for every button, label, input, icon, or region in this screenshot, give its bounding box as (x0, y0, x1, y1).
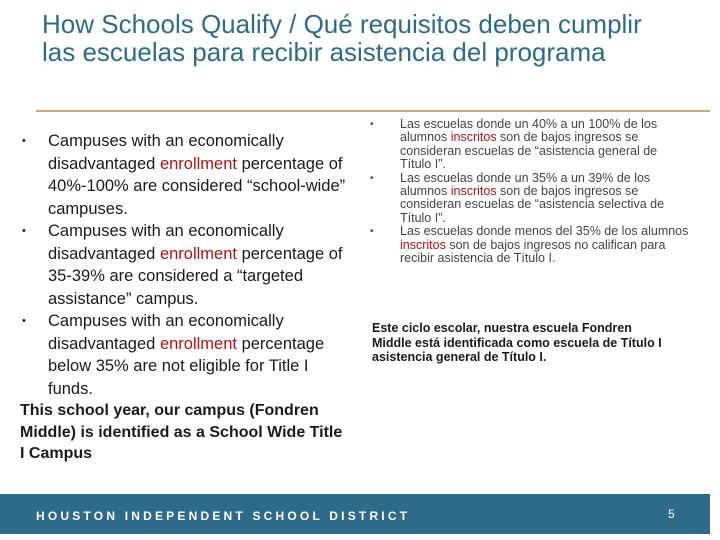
bullet-text: percentage of 35-39% are considered a “targeted assistance” campus. (48, 244, 343, 308)
list-item (370, 172, 690, 226)
list-item (20, 130, 350, 220)
highlight-word: inscritos (450, 184, 497, 199)
list-item (370, 118, 690, 172)
list-item (20, 310, 350, 400)
bullet-icon: • (370, 119, 374, 130)
bullet-text: Campuses with an economically disadvantaged (48, 222, 284, 263)
bullet-text: son de bajos ingresos no califican para recibir asistencia de Título I. (400, 237, 666, 266)
english-bullet-list (20, 130, 350, 400)
title-separator: / (281, 9, 304, 39)
title-spanish: Qué requisitos deben cumplir las escuelas para recibir asistencia del programa (42, 9, 642, 67)
english-column (20, 130, 350, 465)
highlight-word: inscritos (450, 130, 497, 145)
title-english: How Schools Qualify (42, 9, 282, 39)
bullet-text: Campuses with an economically disadvantaged (48, 312, 284, 353)
bullet-text: Las escuelas donde un 40% a un 100% de los alumnos (400, 117, 658, 145)
footer-organization: HOUSTON INDEPENDENT SCHOOL DISTRICT (36, 509, 411, 523)
bullet-icon: • (22, 225, 26, 237)
spanish-campus-note: Este ciclo escolar, nuestra escuela Fondren Middle está identificada como escuela de Título I asistencia general de Título I. (372, 321, 662, 364)
spanish-column (370, 118, 690, 265)
bullet-text: Campuses with an economically disadvantaged (48, 132, 284, 173)
highlight-word: enrollment (159, 154, 237, 173)
list-item (20, 220, 350, 310)
bullet-icon: • (370, 172, 374, 184)
english-campus-note: This school year, our campus (Fondren Middle) is identified as a School Wide Title I Campus (20, 402, 343, 462)
bullet-text: son de bajos ingresos se consideran escuelas de “asistencia general de Título I”. (400, 130, 658, 172)
bullet-text: son de bajos ingresos se consideran escuelas de “asistencia selectiva de Título I”. (400, 184, 665, 225)
highlight-word: enrollment (159, 244, 237, 263)
title-divider (36, 110, 710, 112)
list-item (370, 225, 690, 265)
bullet-icon: • (370, 226, 374, 238)
bullet-icon: • (22, 315, 26, 327)
spanish-bullet-list (370, 118, 690, 265)
bullet-text: Las escuelas donde menos del 35% de los alumnos (400, 224, 689, 239)
bullet-text: percentage of 40%-100% are considered “school-wide” campuses. (48, 154, 346, 218)
slide-title (42, 10, 682, 66)
page-number: 5 (668, 507, 675, 521)
bullet-icon: • (22, 135, 26, 147)
highlight-word: enrollment (159, 334, 237, 353)
bullet-text: Las escuelas donde un 35% a un 39% de los alumnos (400, 170, 651, 199)
highlight-word: inscritos (400, 237, 446, 252)
bullet-text: percentage below 35% are not eligible for Title I funds. (48, 334, 325, 398)
